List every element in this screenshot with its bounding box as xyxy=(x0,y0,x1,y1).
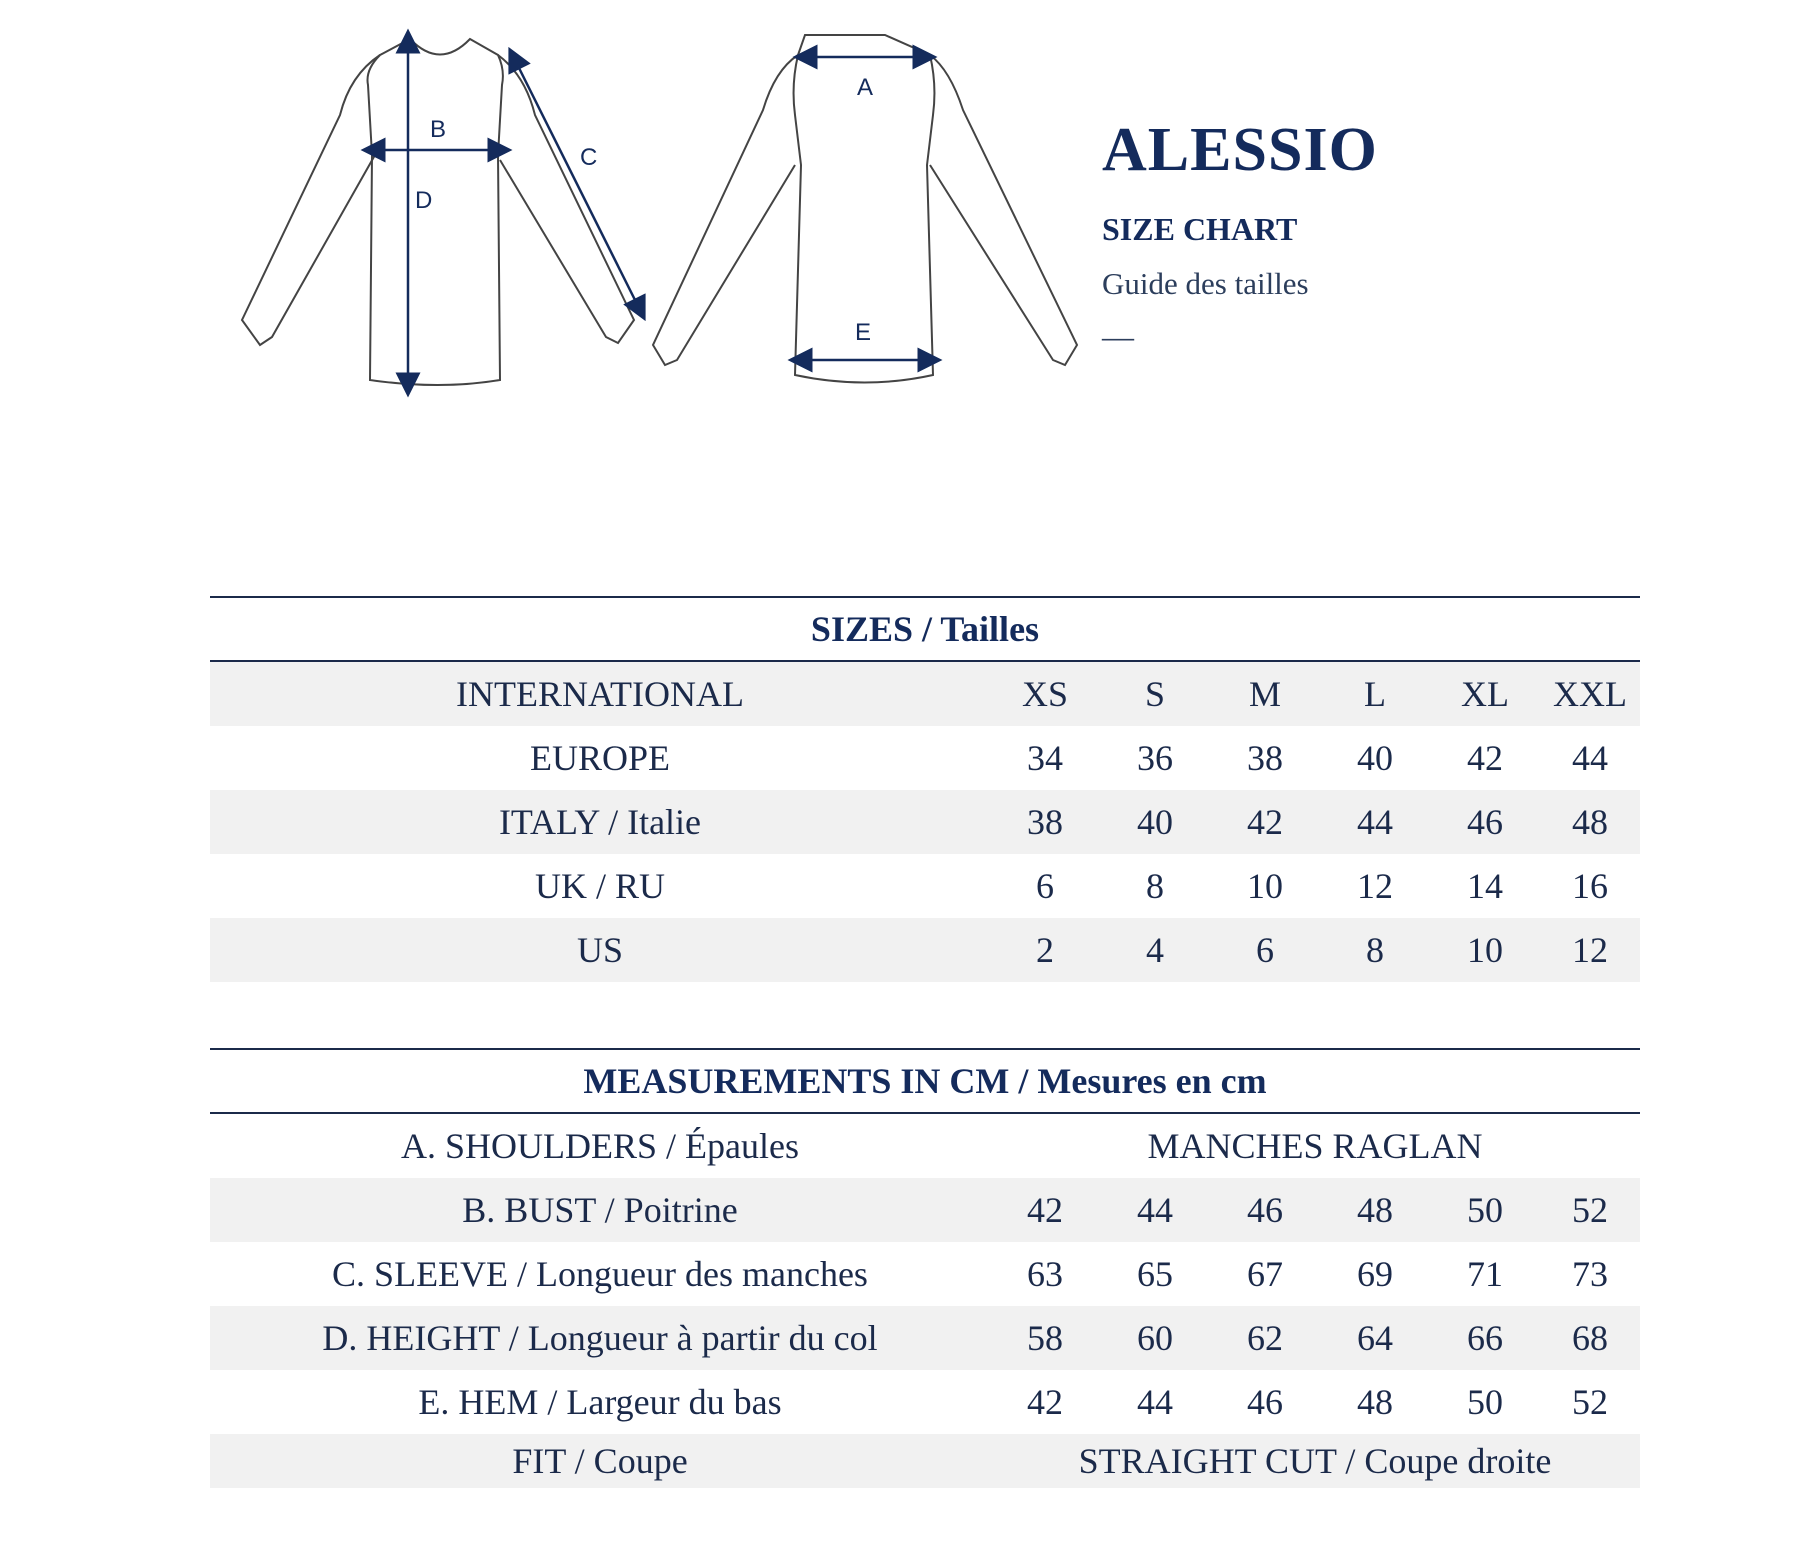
table-cell: 12 xyxy=(1572,930,1608,970)
table-cell: 34 xyxy=(1027,738,1063,778)
table-cell: 36 xyxy=(1137,738,1173,778)
table-row xyxy=(210,1370,1640,1434)
row-label: INTERNATIONAL xyxy=(456,674,744,714)
table-cell: 42 xyxy=(1467,738,1503,778)
table-cell: 10 xyxy=(1247,866,1283,906)
table-cell: 12 xyxy=(1357,866,1393,906)
table-cell: L xyxy=(1364,674,1386,714)
table-cell: S xyxy=(1144,674,1166,714)
table-cell: 69 xyxy=(1357,1254,1393,1294)
measurements-table xyxy=(210,1048,1640,1488)
table-row xyxy=(210,726,1640,790)
table-cell: 46 xyxy=(1247,1190,1283,1230)
table-cell: 62 xyxy=(1247,1318,1283,1358)
table-row xyxy=(210,1242,1640,1306)
row-label: C. SLEEVE / Longueur des manches xyxy=(332,1254,868,1294)
table-cell: 46 xyxy=(1247,1382,1283,1422)
row-label: D. HEIGHT / Longueur à partir du col xyxy=(322,1318,878,1358)
row-label: US xyxy=(576,930,624,970)
sizes-heading: SIZES / Tailles xyxy=(810,609,1040,649)
table-cell: 46 xyxy=(1467,802,1503,842)
table-cell: M xyxy=(1248,674,1281,714)
table-cell: 4 xyxy=(1146,930,1164,970)
front-label-d: D xyxy=(415,187,433,214)
front-garment-drawing xyxy=(230,25,670,405)
table-cell: 52 xyxy=(1572,1190,1608,1230)
table-row-fit xyxy=(210,1434,1640,1488)
table-cell: 6 xyxy=(1036,866,1054,906)
title-dash: — xyxy=(1102,318,1134,354)
table-cell: 42 xyxy=(1027,1382,1063,1422)
row-label: UK / RU xyxy=(534,866,665,906)
row-label: FIT / Coupe xyxy=(512,1441,688,1481)
table-cell: XS xyxy=(1021,674,1069,714)
row-label: E. HEM / Largeur du bas xyxy=(418,1382,782,1422)
table-row xyxy=(210,662,1640,726)
table-cell: 38 xyxy=(1247,738,1283,778)
table-cell: XXL xyxy=(1553,674,1627,714)
title-block xyxy=(1102,110,1602,356)
table-cell: 66 xyxy=(1467,1318,1503,1358)
table-cell: 63 xyxy=(1027,1254,1063,1294)
table-row xyxy=(210,1306,1640,1370)
table-cell: 67 xyxy=(1247,1254,1283,1294)
table-cell: 2 xyxy=(1036,930,1054,970)
table-cell: 50 xyxy=(1467,1382,1503,1422)
row-label: B. BUST / Poitrine xyxy=(462,1190,738,1230)
table-cell: 73 xyxy=(1572,1254,1608,1294)
size-chart-subtitle-fr: Guide des tailles xyxy=(1102,266,1309,301)
shoulders-value: MANCHES RAGLAN xyxy=(1147,1126,1483,1166)
table-row xyxy=(210,790,1640,854)
table-cell: 10 xyxy=(1467,930,1503,970)
table-cell: 48 xyxy=(1357,1190,1393,1230)
table-cell: 44 xyxy=(1137,1382,1173,1422)
table-cell: 71 xyxy=(1467,1254,1503,1294)
back-garment-drawing xyxy=(645,25,1085,405)
table-cell: 40 xyxy=(1137,802,1173,842)
table-cell: 65 xyxy=(1137,1254,1173,1294)
table-cell: 42 xyxy=(1247,802,1283,842)
table-row xyxy=(210,918,1640,982)
size-chart-title: SIZE CHART xyxy=(1102,211,1298,247)
table-cell: 44 xyxy=(1137,1190,1173,1230)
table-row-shoulders xyxy=(210,1114,1640,1178)
table-cell: 50 xyxy=(1467,1190,1503,1230)
table-cell: 40 xyxy=(1357,738,1393,778)
front-label-c: C xyxy=(580,144,598,171)
back-label-a: A xyxy=(857,74,874,101)
table-cell: 68 xyxy=(1572,1318,1608,1358)
table-cell: 8 xyxy=(1146,866,1164,906)
fit-value: STRAIGHT CUT / Coupe droite xyxy=(1078,1441,1552,1481)
row-label: ITALY / Italie xyxy=(498,802,702,842)
table-cell: XL xyxy=(1461,674,1509,714)
row-label: A. SHOULDERS / Épaules xyxy=(401,1126,799,1166)
table-cell: 58 xyxy=(1027,1318,1063,1358)
row-label: EUROPE xyxy=(529,738,670,778)
table-cell: 14 xyxy=(1467,866,1503,906)
front-label-b: B xyxy=(430,116,447,143)
table-cell: 42 xyxy=(1027,1190,1063,1230)
table-cell: 48 xyxy=(1357,1382,1393,1422)
back-label-e: E xyxy=(855,319,872,346)
table-cell: 60 xyxy=(1137,1318,1173,1358)
table-cell: 38 xyxy=(1027,802,1063,842)
table-row xyxy=(210,1178,1640,1242)
table-cell: 64 xyxy=(1357,1318,1393,1358)
table-cell: 52 xyxy=(1572,1382,1608,1422)
measurements-heading: MEASUREMENTS IN CM / Mesures en cm xyxy=(583,1061,1267,1101)
product-name: ALESSIO xyxy=(1102,116,1378,184)
table-cell: 6 xyxy=(1256,930,1274,970)
table-cell: 44 xyxy=(1572,738,1608,778)
table-cell: 8 xyxy=(1366,930,1384,970)
table-cell: 16 xyxy=(1572,866,1608,906)
table-cell: 48 xyxy=(1572,802,1608,842)
sizes-table xyxy=(210,596,1640,982)
table-cell: 44 xyxy=(1357,802,1393,842)
table-row xyxy=(210,854,1640,918)
